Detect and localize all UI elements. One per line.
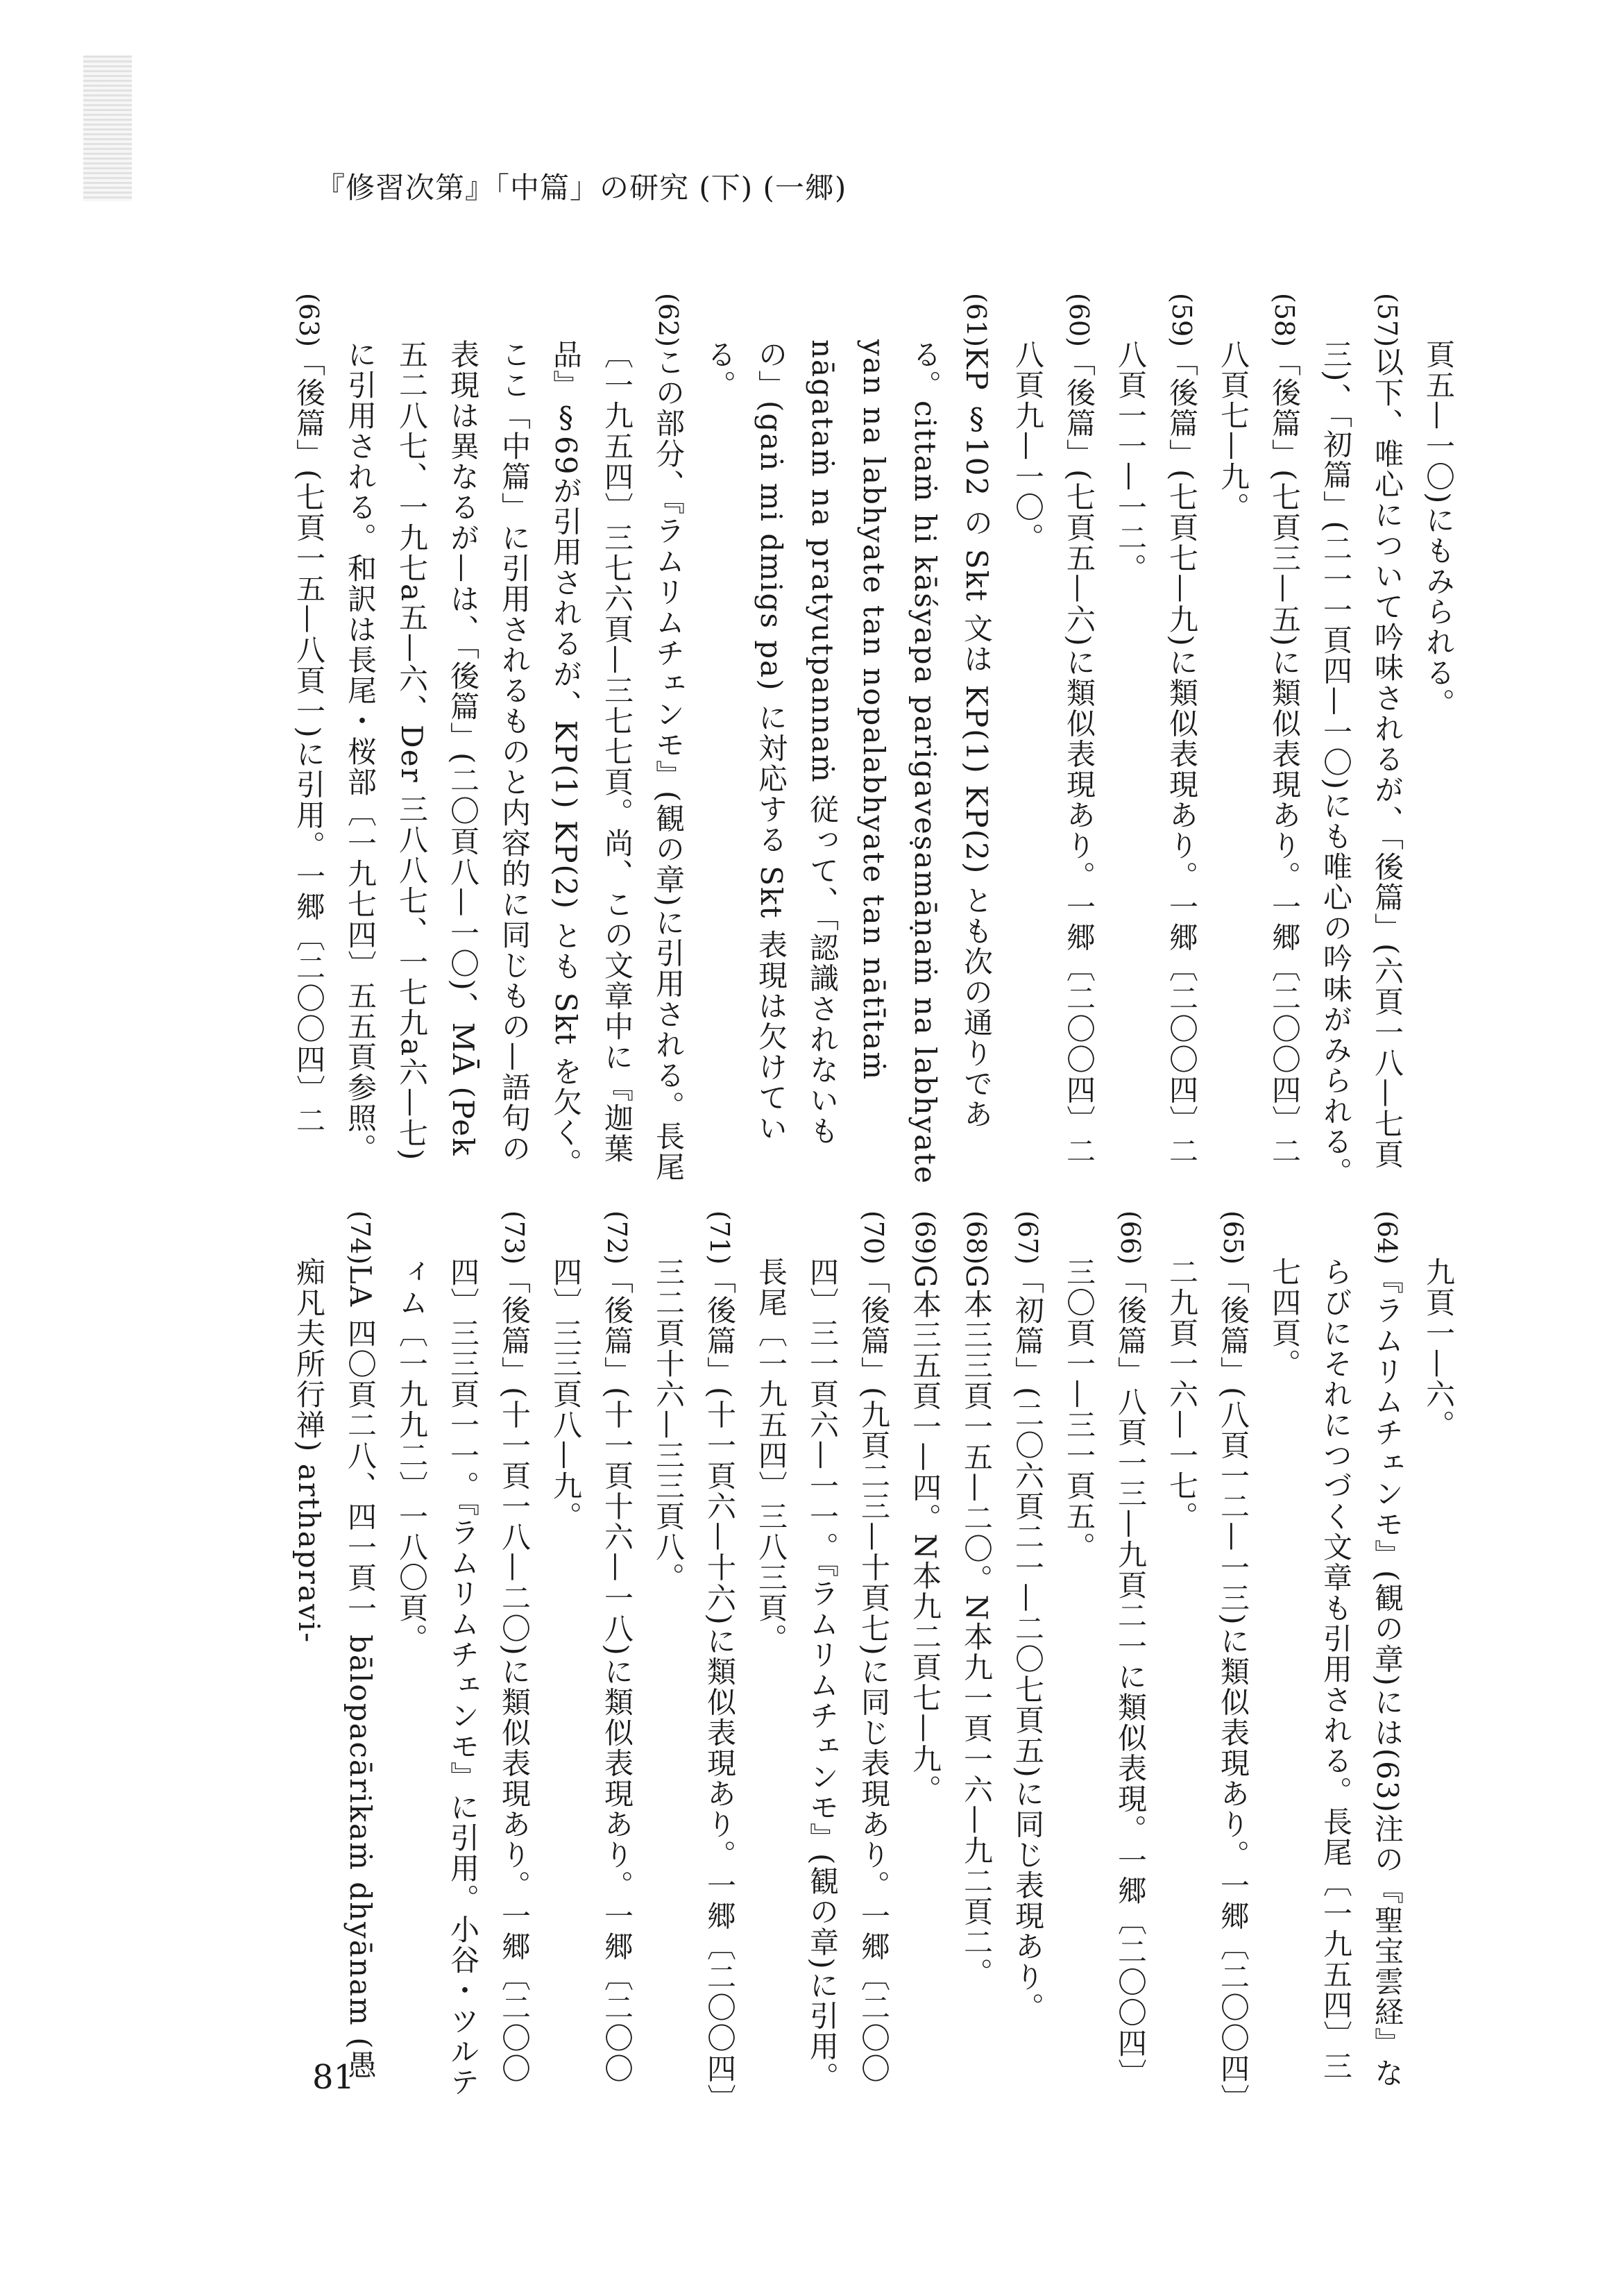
footnote-64 (1259, 1210, 1413, 2106)
footnote-number: (62) (653, 293, 683, 348)
footnote-73 (386, 1210, 540, 2106)
footnote-text: 以下、唯心について吟味されるが、「後篇」(六頁一八—七頁三)、「初篇」(二一一頁四—一〇)にも唯心の吟味がみられる。 (1319, 339, 1404, 1188)
footnote-text: LA 四〇頁二八、四一頁一 bālopacārikaṁ dhyānam (愚痴凡夫所行禅) arthapravi- (292, 1257, 377, 2081)
footnote-74 (283, 1210, 386, 2106)
footnote-text: 頁五—一〇)にもみられる。 (1422, 339, 1456, 719)
footnote-number: (64) (1372, 1210, 1402, 1265)
footnote-68 (951, 1210, 1002, 2106)
footnote-text: この部分、『ラムリムチェンモ』(観の章)に引用される。長尾〔一九五四〕三七六頁—三七七頁。尚、この文章中に『迦葉品』§69が引用されるが、KP(1) KP(2) とも Skt を欠く。ここ「中篇」に引用されるものと内容的に同じもの—語句の表現は異なるが—は、「後篇」(二〇頁八—一〇)、MĀ (Pek 五二八七、一九七a五—六、Der 三八八七、一七九a六—七)に引用される。和訳は長尾・桜部〔一九七四〕五五頁参照。 (343, 339, 686, 1183)
running-header: 『修習次第』「中篇」の研究 (下) (一郷) (316, 171, 847, 205)
footnote-text: 「後篇」(十一頁一八—二〇)に類似表現あり。一郷〔二〇〇四〕三三頁一一。『ラムリムチェンモ』に引用。小谷・ツルティム〔一九九二〕一八〇頁。 (395, 1257, 532, 2098)
footnote-58 (1207, 293, 1310, 1188)
footnote-number: (61) (961, 293, 992, 348)
footnote-text: 「後篇」(七頁一五—八頁一)に引用。一郷〔二〇〇四〕二 (292, 347, 326, 1136)
footnote-text: 「後篇」(八頁一二—一三)に類似表現あり。一郷〔二〇〇四〕二九頁一六—一七。 (1165, 1257, 1250, 2100)
footnote-61 (694, 293, 1002, 1188)
footnote-text: 「初篇」(二〇六頁二一—二〇七頁五)に同じ表現あり。 (1011, 1265, 1045, 2023)
footnote-text: 九頁一—六。 (1422, 1257, 1456, 1441)
footnote-number: (66) (1115, 1210, 1146, 1265)
footnote-number: (73) (499, 1210, 529, 1265)
footnote-continuation (1413, 293, 1464, 1188)
footnote-text: 「後篇」(九頁二三—十頁七)に同じ表現あり。一郷〔二〇〇四〕三一頁六—一一。『ラムリムチェンモ』(観の章)に引用。長尾〔一九五四〕三八三頁。 (754, 1257, 891, 2093)
footnote-70 (745, 1210, 899, 2106)
footnote-number: (58) (1269, 293, 1300, 348)
footnote-63 (283, 293, 334, 1188)
footnote-number: (69) (910, 1210, 940, 1265)
footnote-text: 「後篇」(十一頁六—十六)に類似表現あり。一郷〔二〇〇四〕三二頁十六—三三頁八。 (652, 1257, 737, 2100)
footnote-text: G本三三頁一五—二〇。N本九一頁一六—九二頁二。 (960, 1265, 994, 1989)
footnote-text: 「後篇」(七頁五—六)に類似表現あり。一郷〔二〇〇四〕二八頁九—一〇。 (1011, 339, 1096, 1167)
footnote-67 (1002, 1210, 1053, 2106)
footnote-62 (334, 293, 694, 1188)
footnote-number: (68) (961, 1210, 992, 1265)
footnote-number: (59) (1166, 293, 1197, 348)
footnote-number: (65) (1218, 1210, 1248, 1265)
notes-block-upper (292, 293, 1464, 1188)
footnote-text: 「後篇」(七頁七—九)に類似表現あり。一郷〔二〇〇四〕二八頁一一—一二。 (1114, 339, 1199, 1167)
footnote-text: 「後篇」八頁一三—九頁二一に類似表現。一郷〔二〇〇四〕三〇頁一—三一頁五。 (1062, 1257, 1148, 2090)
footnote-text: 「後篇」(七頁三—五)に類似表現あり。一郷〔二〇〇四〕二八頁七—九。 (1216, 339, 1302, 1167)
footnote-number: (72) (602, 1210, 632, 1265)
footnote-text: KP §102 の Skt 文は KP(1) KP(2) とも次の通りである。cittaṁ hi kāśyapa parigaveṣamāṇaṁ na labhyate yan na labhyate tan nopalabhyate tan nātītaṁ nāgataṁ na pratyutpannaṁ 従って、「認識されないもの」(gaṅ mi dmigs pa) に対応する Skt 表現は欠けている。 (703, 339, 994, 1185)
footnote-65 (1156, 1210, 1259, 2106)
footnote-72 (540, 1210, 643, 2106)
footnote-text: G本三五頁一—四。N本九二頁七—九。 (908, 1265, 942, 1805)
footnote-number: (60) (1064, 293, 1094, 348)
footnote-continuation (1413, 1210, 1464, 2106)
footnote-number: (67) (1012, 1210, 1043, 1265)
footnote-number: (70) (858, 1210, 889, 1265)
footnote-text: 『ラムリムチェンモ』(観の章)には(63)注の『聖宝雲経』ならびにそれにつづく文章も引用される。長尾〔一九五四〕三七四頁。 (1268, 1257, 1404, 2089)
footnote-69 (899, 1210, 951, 2106)
footnote-60 (1002, 293, 1105, 1188)
footnote-number: (74) (345, 1210, 375, 1265)
footnote-71 (643, 1210, 745, 2106)
footnote-57 (1310, 293, 1413, 1188)
footnote-number: (63) (294, 293, 324, 348)
footnote-number: (71) (704, 1210, 735, 1265)
footnote-text: 「後篇」(十一頁十六—一八)に類似表現あり。一郷〔二〇〇四〕三三頁八—九。 (549, 1257, 634, 2084)
footnote-66 (1053, 1210, 1156, 2106)
footnote-number: (57) (1372, 293, 1402, 348)
scan-artifact (83, 56, 132, 201)
page-number: 81 (312, 2058, 355, 2097)
footnote-59 (1105, 293, 1207, 1188)
